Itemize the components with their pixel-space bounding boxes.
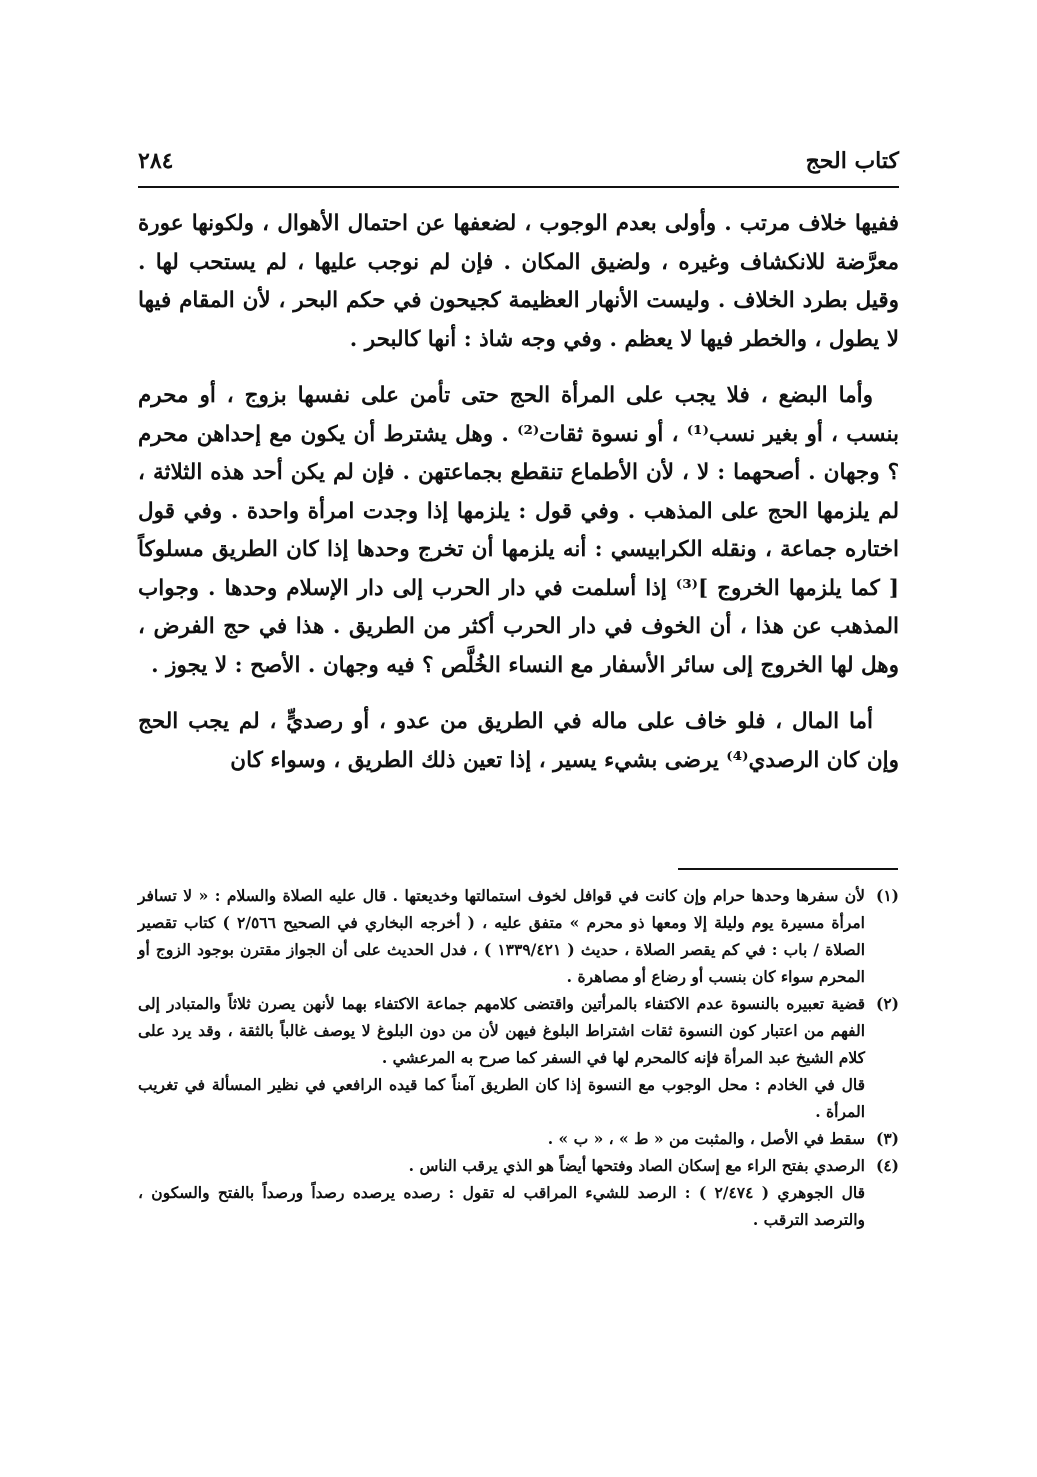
footnote-text: الرصدي بفتح الراء مع إسكان الصاد وفتحها أيضاً هو الذي يرقب الناس . bbox=[408, 1156, 865, 1175]
footnote-rule bbox=[678, 868, 898, 870]
footnote-text: لأن سفرها وحدها حرام وإن كانت في قوافل لخوف استمالتها وخديعتها . قال عليه الصلاة والسلام : « لا تسافر امرأة مسيرة يوم وليلة إلا ومعها ذو محرم » متفق عليه ، ( أخرجه البخاري في الصحيح ٢/٥٦٦ ) كتاب تقصير الصلاة / باب : في كم يقصر الصلاة ، حديث ( ١٣٣٩/٤٢١ ) ، فدل الحديث على أن الجواز مقترن بوجود الزوج أو المحرم سواء كان بنسب أو رضاع أو مصاهرة . bbox=[138, 886, 865, 986]
footnote-3 bbox=[138, 1125, 899, 1152]
footnotes bbox=[138, 882, 899, 1233]
header-rule bbox=[138, 186, 899, 188]
footnote-1 bbox=[138, 882, 899, 990]
footnote-number: (٢) bbox=[875, 994, 899, 1013]
paragraph-sea-travel: ففيها خلاف مرتب . وأولى بعدم الوجوب ، لضعفها عن احتمال الأهوال ، ولكونها عورة معرَّضة للانكشاف وغيره ، ولضيق المكان . فإن لم نوجب عليها ، لم يستحب لها . وقيل بطرد الخلاف . وليست الأنهار العظيمة كجيحون في حكم البحر ، لأن المقام فيها لا يطول ، والخطر فيها لا يعظم . وفي وجه شاذ : أنها كالبحر . bbox=[138, 211, 899, 352]
paragraph-women-travel: وأما البضع ، فلا يجب على المرأة الحج حتى تأمن على نفسها بزوج ، أو محرم بنسب ، أو بغير نسب⁽¹⁾ ، أو نسوة ثقات⁽²⁾ . وهل يشترط أن يكون مع إحداهن محرم ؟ وجهان . أصحهما : لا ، لأن الأطماع تنقطع بجماعتهن . فإن لم يكن أحد هذه الثلاثة ، لم يلزمها الحج على المذهب . وفي قول : يلزمها إذا وجدت امرأة واحدة . وفي قول اختاره جماعة ، ونقله الكرابيسي : أنه يلزمها أن تخرج وحدها إذا كان الطريق مسلوكاً [ كما يلزمها الخروج ]⁽³⁾ إذا أسلمت في دار الحرب إلى دار الإسلام وحدها . وجواب المذهب عن هذا ، أن الخوف في دار الحرب أكثر من الطريق . هذا في حج الفرض ، وهل لها الخروج إلى سائر الأسفار مع النساء الخُلَّص ؟ فيه وجهان . الأصح : لا يجوز . bbox=[138, 383, 899, 678]
running-title: كتاب الحج bbox=[805, 148, 899, 174]
footnote-2-continuation: قال في الخادم : محل الوجوب مع النسوة إذا كان الطريق آمناً كما قيده الرافعي في نظير المسألة في تغريب المرأة . bbox=[138, 1075, 865, 1121]
footnote-text: سقط في الأصل ، والمثبت من « ط » ، « ب » . bbox=[547, 1129, 865, 1148]
paragraph-wealth-safety: أما المال ، فلو خاف على ماله في الطريق من عدو ، أو رصديٍّ ، لم يجب الحج وإن كان الرصدي⁽⁴⁾ يرضى بشيء يسير ، إذا تعين ذلك الطريق ، وسواء كان bbox=[138, 709, 899, 773]
footnote-number: (١) bbox=[875, 886, 899, 905]
footnote-text: قضية تعبيره بالنسوة عدم الاكتفاء بالمرأتين واقتضى كلامهم جماعة الاكتفاء بهما لأنهن يصرن ثلاثاً والمتبادر إلى الفهم من اعتبار كون النسوة ثقات اشتراط البلوغ فيهن لأن من دون البلوغ لا يوصف غالباً بالثقة ، وقد يرد على كلام الشيخ عبد المرأة فإنه كالمحرم لها في السفر كما صرح به المرعشي . bbox=[138, 994, 865, 1067]
page-number: ٢٨٤ bbox=[138, 148, 174, 174]
footnote-number: (٤) bbox=[875, 1156, 899, 1175]
page-header bbox=[138, 148, 899, 188]
footnote-4-continuation: قال الجوهري ( ٢/٤٧٤ ) : الرصد للشيء المراقب له تقول : رصده يرصده رصداً ورصداً بالفتح والسكون ، والترصد الترقب . bbox=[138, 1183, 865, 1229]
footnote-2 bbox=[138, 990, 899, 1071]
footnote-number: (٣) bbox=[875, 1129, 899, 1148]
main-text bbox=[138, 205, 899, 798]
footnote-4 bbox=[138, 1152, 899, 1179]
